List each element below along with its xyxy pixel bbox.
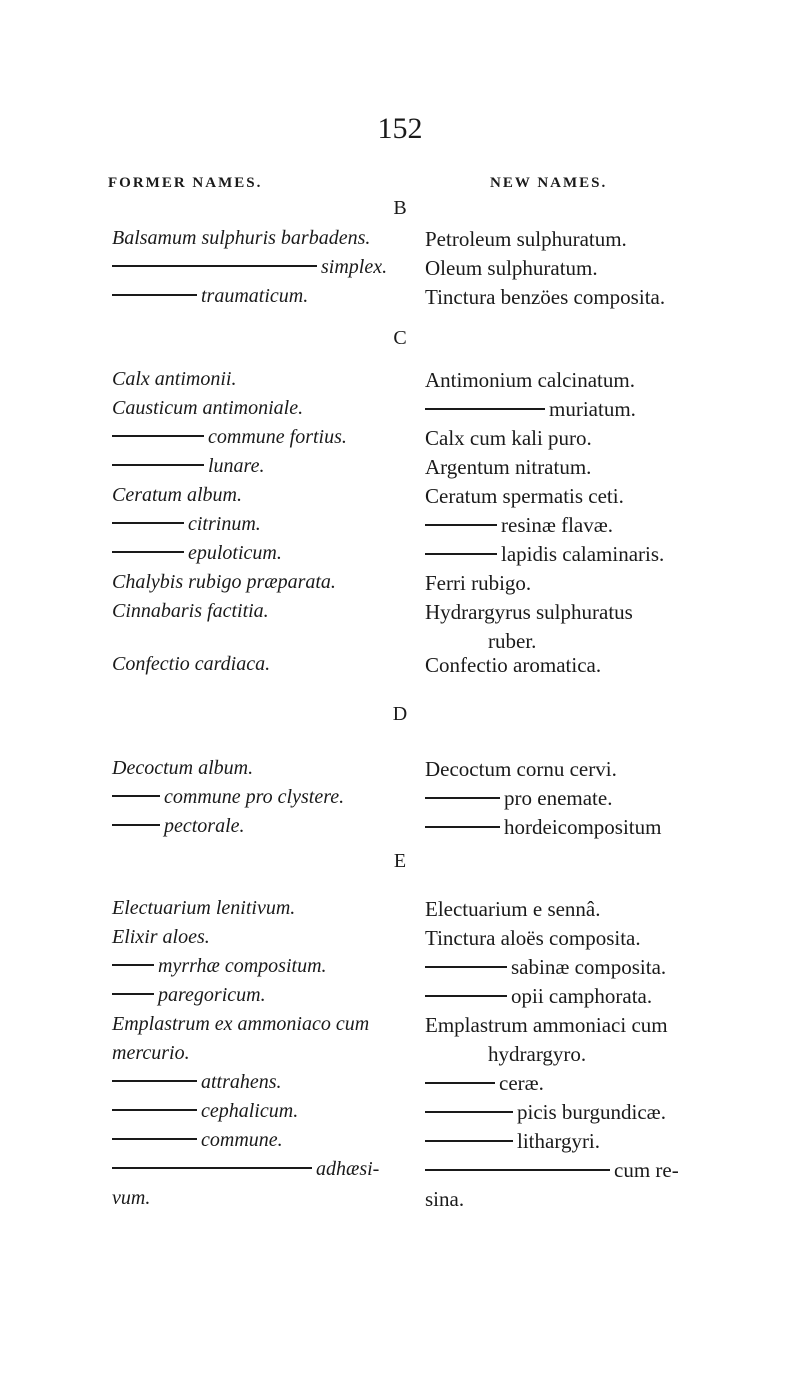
ditto-dash bbox=[112, 522, 184, 524]
ditto-dash bbox=[425, 1111, 513, 1113]
former-name: lunare. bbox=[112, 455, 422, 478]
table-row bbox=[0, 926, 800, 955]
page-number: 152 bbox=[377, 112, 423, 145]
ditto-dash bbox=[425, 1140, 513, 1142]
ditto-dash bbox=[425, 1169, 610, 1171]
table-row bbox=[0, 571, 800, 600]
ditto-dash bbox=[425, 524, 497, 526]
table-row bbox=[0, 1129, 800, 1158]
ditto-dash bbox=[425, 408, 545, 410]
ditto-dash bbox=[112, 795, 160, 797]
new-name: Petroleum sulphuratum. bbox=[425, 227, 627, 251]
table-row bbox=[0, 1158, 800, 1187]
section-b bbox=[0, 227, 800, 314]
ditto-dash bbox=[425, 995, 507, 997]
section-d bbox=[0, 757, 800, 844]
table-row bbox=[0, 600, 800, 629]
table-row bbox=[0, 285, 800, 314]
new-name: sina. bbox=[425, 1187, 465, 1211]
table-row bbox=[0, 653, 800, 682]
new-name: Emplastrum ammoniaci cum bbox=[425, 1013, 668, 1037]
section-e bbox=[0, 897, 800, 1216]
table-row bbox=[0, 1187, 800, 1216]
table-row bbox=[0, 227, 800, 256]
section-letter-b: B bbox=[393, 197, 407, 219]
new-name: hordeicompositum bbox=[425, 815, 790, 840]
new-name: Ceratum spermatis ceti. bbox=[425, 484, 624, 508]
table-row bbox=[0, 1013, 800, 1042]
new-name: picis burgundicæ. bbox=[425, 1100, 790, 1125]
table-row bbox=[0, 426, 800, 455]
table-row bbox=[0, 786, 800, 815]
ditto-dash bbox=[112, 1080, 197, 1082]
new-name: lapidis calaminaris. bbox=[425, 542, 790, 567]
former-name: Causticum antimoniale. bbox=[112, 397, 304, 419]
new-name: Confectio aromatica. bbox=[425, 653, 602, 677]
new-name: resinæ flavæ. bbox=[425, 513, 790, 538]
former-name: pectorale. bbox=[112, 815, 422, 838]
new-name: opii camphorata. bbox=[425, 984, 790, 1009]
table-row bbox=[0, 815, 800, 844]
new-name: Antimonium calcinatum. bbox=[425, 368, 635, 392]
table-row bbox=[0, 1071, 800, 1100]
former-name: commune pro clystere. bbox=[112, 786, 422, 809]
section-letter-d: D bbox=[392, 703, 408, 725]
new-name: Tinctura benzöes composita. bbox=[425, 285, 666, 309]
ditto-dash bbox=[112, 435, 204, 437]
former-name: attrahens. bbox=[112, 1071, 422, 1094]
table-row bbox=[0, 397, 800, 426]
former-name: Calx antimonii. bbox=[112, 368, 237, 390]
new-names-header: NEW NAMES. bbox=[490, 175, 608, 191]
former-names-header: FORMER NAMES. bbox=[108, 175, 263, 191]
former-name: Confectio cardiaca. bbox=[112, 653, 271, 675]
new-name: Argentum nitratum. bbox=[425, 455, 592, 479]
former-name: Cinnabaris factitia. bbox=[112, 600, 269, 622]
ditto-dash bbox=[112, 824, 160, 826]
table-row bbox=[0, 368, 800, 397]
new-name: ruber. bbox=[488, 629, 537, 653]
new-name: hydrargyro. bbox=[488, 1042, 587, 1066]
new-name: Oleum sulphuratum. bbox=[425, 256, 598, 280]
former-name: Chalybis rubigo præparata. bbox=[112, 571, 336, 593]
new-name: ceræ. bbox=[425, 1071, 790, 1096]
section-c bbox=[0, 368, 800, 682]
former-name: mercurio. bbox=[112, 1042, 190, 1064]
table-row bbox=[0, 542, 800, 571]
new-name: Electuarium e sennâ. bbox=[425, 897, 601, 921]
former-name: adhæsi- bbox=[112, 1158, 422, 1181]
table-row bbox=[0, 1100, 800, 1129]
ditto-dash bbox=[112, 1167, 312, 1169]
new-name: Decoctum cornu cervi. bbox=[425, 757, 617, 781]
ditto-dash bbox=[425, 966, 507, 968]
ditto-dash bbox=[112, 464, 204, 466]
new-name: Tinctura aloës composita. bbox=[425, 926, 641, 950]
table-row bbox=[0, 757, 800, 786]
ditto-dash bbox=[112, 265, 317, 267]
ditto-dash bbox=[112, 551, 184, 553]
table-row bbox=[0, 513, 800, 542]
former-name: traumaticum. bbox=[112, 285, 422, 308]
former-name: citrinum. bbox=[112, 513, 422, 536]
table-row bbox=[0, 256, 800, 285]
new-name: sabinæ composita. bbox=[425, 955, 790, 980]
new-name: Calx cum kali puro. bbox=[425, 426, 592, 450]
former-name: simplex. bbox=[112, 256, 422, 279]
table-row bbox=[0, 629, 800, 653]
ditto-dash bbox=[425, 826, 500, 828]
new-name: cum re- bbox=[425, 1158, 790, 1183]
former-name: Ceratum album. bbox=[112, 484, 242, 506]
ditto-dash bbox=[112, 1109, 197, 1111]
former-name: commune. bbox=[112, 1129, 422, 1152]
ditto-dash bbox=[112, 993, 154, 995]
new-name: Hydrargyrus sulphuratus bbox=[425, 600, 633, 624]
new-name: pro enemate. bbox=[425, 786, 790, 811]
former-name: paregoricum. bbox=[112, 984, 422, 1007]
section-letter-e: E bbox=[393, 850, 407, 872]
former-name: Decoctum album. bbox=[112, 757, 254, 779]
former-name: Electuarium lenitivum. bbox=[112, 897, 296, 919]
former-name: Balsamum sulphuris barbadens. bbox=[112, 227, 371, 249]
table-row bbox=[0, 484, 800, 513]
ditto-dash bbox=[112, 294, 197, 296]
table-row bbox=[0, 455, 800, 484]
table-row bbox=[0, 984, 800, 1013]
ditto-dash bbox=[425, 1082, 495, 1084]
former-name: Elixir aloes. bbox=[112, 926, 210, 948]
new-name: lithargyri. bbox=[425, 1129, 790, 1154]
section-letter-c: C bbox=[393, 327, 407, 349]
ditto-dash bbox=[425, 553, 497, 555]
new-name: muriatum. bbox=[425, 397, 790, 422]
table-row bbox=[0, 955, 800, 984]
ditto-dash bbox=[425, 797, 500, 799]
former-name: vum. bbox=[112, 1187, 151, 1209]
ditto-dash bbox=[112, 1138, 197, 1140]
new-name: Ferri rubigo. bbox=[425, 571, 532, 595]
ditto-dash bbox=[112, 964, 154, 966]
former-name: cephalicum. bbox=[112, 1100, 422, 1123]
former-name: commune fortius. bbox=[112, 426, 422, 449]
table-row bbox=[0, 1042, 800, 1071]
table-row bbox=[0, 897, 800, 926]
former-name: epuloticum. bbox=[112, 542, 422, 565]
former-name: Emplastrum ex ammoniaco cum bbox=[112, 1013, 370, 1035]
former-name: myrrhæ compositum. bbox=[112, 955, 422, 978]
